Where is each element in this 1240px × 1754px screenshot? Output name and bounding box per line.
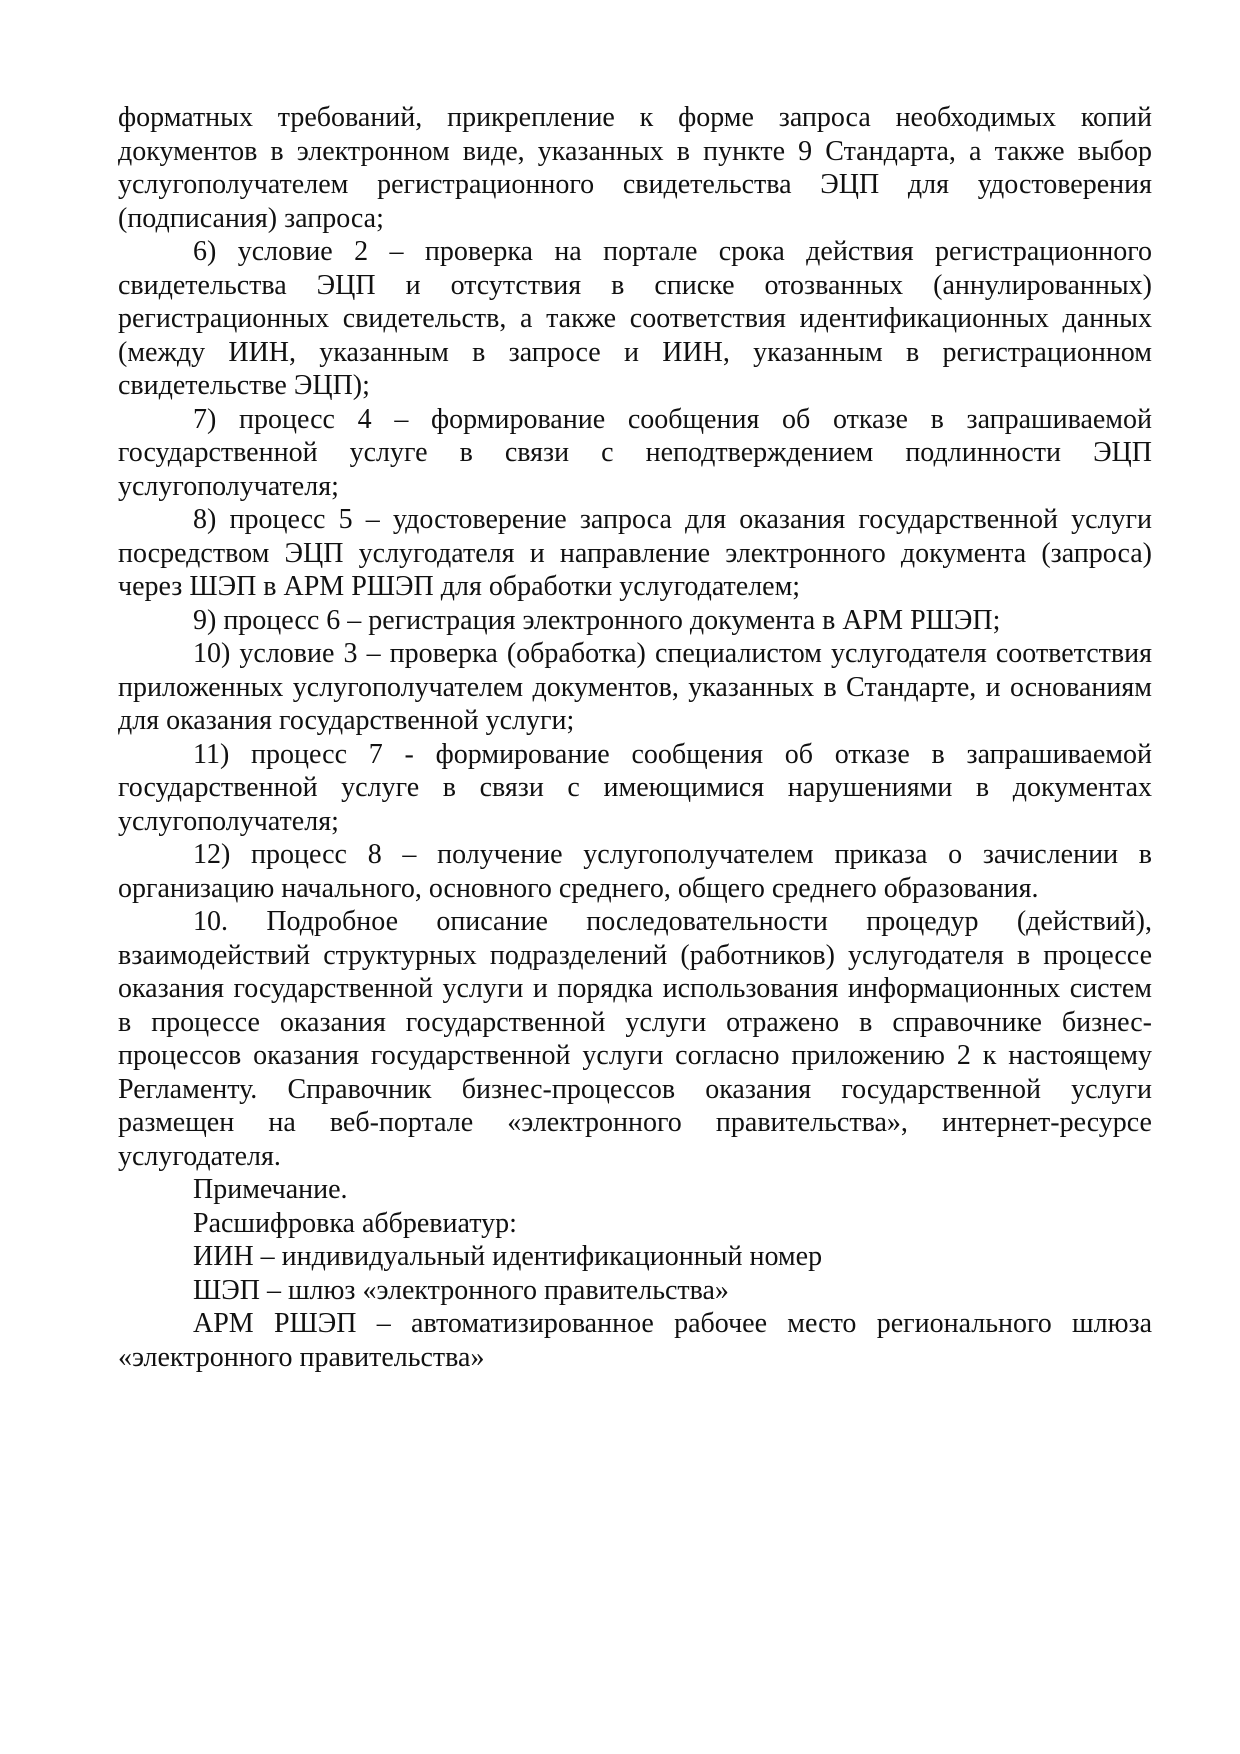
paragraph-item-8: 8) процесс 5 – удостоверение запроса для оказания государственной услуги посредством ЭЦП услугодателя и направление электронного документа (запроса) через ШЭП в АРМ РШЭП для обработки услугодателем;: [118, 504, 1152, 602]
paragraph-item-12: 12) процесс 8 – получение услугополучателем приказа о зачислении в организацию начального, основного среднего, общего среднего образования.: [118, 839, 1152, 904]
abbreviation-arm-rshep: АРМ РШЭП – автоматизированное рабочее место регионального шлюза «электронного правительства»: [118, 1308, 1152, 1373]
paragraph-item-11: 11) процесс 7 - формирование сообщения об отказе в запрашиваемой государственной услуге в связи с имеющимися нарушениями в документах услугополучателя;: [118, 738, 1152, 837]
document-body: [118, 101, 1152, 1374]
paragraph-continuation: форматных требований, прикрепление к форме запроса необходимых копий документов в электронном виде, указанных в пункте 9 Стандарта, а также выбор услугополучателем регистрационного свидетельства ЭЦП для удостоверения (подписания) запроса;: [118, 102, 1152, 234]
paragraph-item-6: 6) условие 2 – проверка на портале срока действия регистрационного свидетельства ЭЦП и отсутствия в списке отозванных (аннулированных) регистрационных свидетельств, а также соответствия идентификационных данных (между ИИН, указанным в запросе и ИИН, указанным в регистрационном свидетельстве ЭЦП);: [118, 236, 1152, 401]
abbreviation-iin: ИИН – индивидуальный идентификационный номер: [193, 1241, 823, 1272]
paragraph-item-7: 7) процесс 4 – формирование сообщения об отказе в запрашиваемой государственной услуге в связи с неподтверждением подлинности ЭЦП услугополучателя;: [118, 403, 1152, 502]
abbreviation-shep: ШЭП – шлюз «электронного правительства»: [193, 1274, 729, 1306]
paragraph-item-9: 9) процесс 6 – регистрация электронного документа в АРМ РШЭП;: [193, 604, 1001, 636]
note-heading: Примечание.: [193, 1174, 348, 1205]
paragraph-section-10: 10. Подробное описание последовательности процедур (действий), взаимодействий структурных подразделений (работников) услугодателя в процессе оказания государственной услуги и порядка использования информационных систем в процессе оказания государственной услуги отражено в справочнике бизнес-процессов оказания государственной услуги согласно приложению 2 к настоящему Регламенту. Справочник бизнес-процессов оказания государственной услуги размещен на веб-портале «электронного правительства», интернет-ресурсе услугодателя.: [118, 906, 1152, 1172]
paragraph-item-10: 10) условие 3 – проверка (обработка) специалистом услугодателя соответствия приложенных услугополучателем документов, указанных в Стандарте, и основаниям для оказания государственной услуги;: [118, 638, 1152, 736]
abbreviations-heading: Расшифровка аббревиатур:: [193, 1207, 517, 1239]
